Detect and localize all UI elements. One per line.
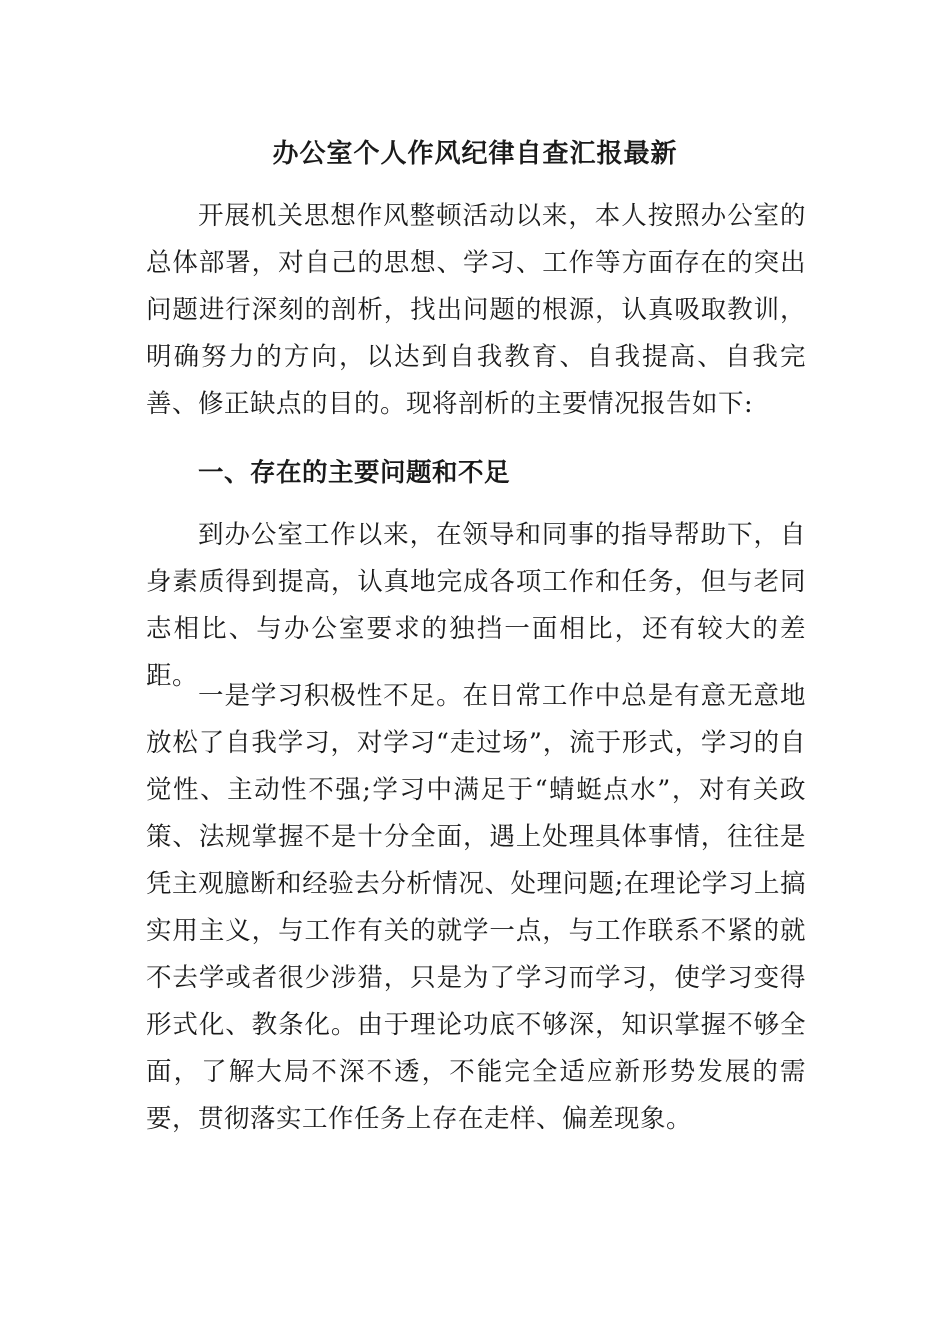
body-paragraph-2: 一是学习积极性不足。在日常工作中总是有意无意地放松了自我学习，对学习“走过场”，流于形式，学习的自觉性、主动性不强;学习中满足于“蜻蜓点水”，对有关政策、法规掌握不是十分全面，遇上处理具体事情，往往是凭主观臆断和经验去分析情况、处理问题;在理论学习上搞实用主义，与工作有关的就学一点，与工作联系不紧的就不去学或者很少涉猎，只是为了学习而学习，使学习变得形式化、教条化。由于理论功底不够深，知识掌握不够全面，了解大局不深不透，不能完全适应新形势发展的需要，贯彻落实工作任务上存在走样、偏差现象。 — [146, 681, 806, 1134]
body-paragraph-1: 到办公室工作以来，在领导和同事的指导帮助下，自身素质得到提高，认真地完成各项工作和任务，但与老同志相比、与办公室要求的独挡一面相比，还有较大的差距。 — [146, 520, 806, 691]
document-title: 办公室个人作风纪律自查汇报最新 — [272, 139, 678, 169]
intro-paragraph: 开展机关思想作风整顿活动以来，本人按照办公室的总体部署，对自己的思想、学习、工作等方面存在的突出问题进行深刻的剖析，找出问题的根源，认真吸取教训，明确努力的方向，以达到自我教育、自我提高、自我完善、修正缺点的目的。现将剖析的主要情况报告如下: — [146, 201, 806, 419]
section-heading: 一、存在的主要问题和不足 — [198, 458, 511, 488]
